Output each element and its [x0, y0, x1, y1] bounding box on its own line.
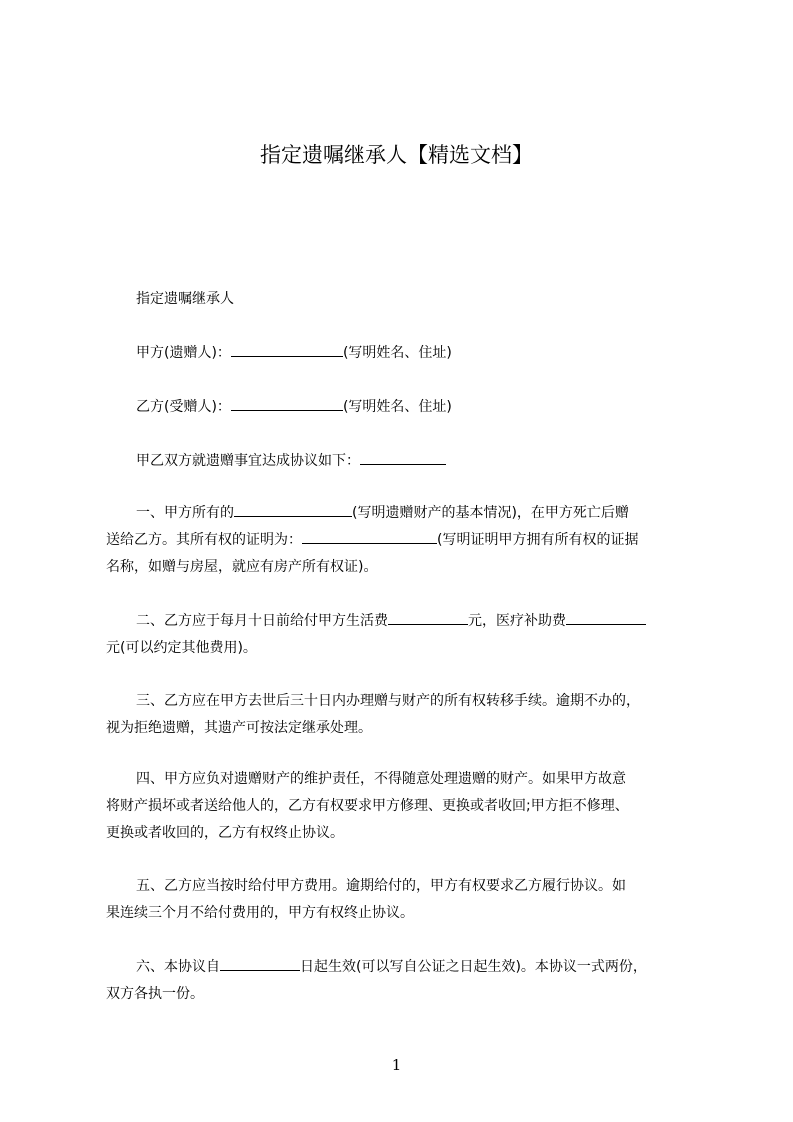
- clause-4-line-1: 四、甲方应负对遗赠财产的维护责任，不得随意处理遗赠的财产。如果甲方故意: [136, 771, 626, 787]
- paragraph-clause-3: [106, 688, 706, 742]
- clause-2-living-blank: [388, 610, 468, 625]
- clause-2-line-1: [106, 608, 706, 635]
- party-b-suffix: (写明姓名、住址): [342, 399, 452, 415]
- paragraph-clause-2: [106, 608, 706, 662]
- clause-6-text-a: 六、本协议自: [136, 959, 220, 975]
- clause-4-line-2: 将财产损坏或者送给他人的，乙方有权要求甲方修理、更换或者收回;甲方拒不修理、: [106, 798, 629, 814]
- clause-1-text-b: (写明遗赠财产的基本情况)，在甲方死亡后赠: [352, 505, 629, 521]
- clause-2-text-b: 元，医疗补助费: [468, 613, 566, 629]
- clause-1-text-d: (写明证明甲方拥有所有权的证据: [437, 532, 639, 548]
- paragraph-clause-4: [106, 766, 706, 847]
- clause-1-line-2: [106, 527, 706, 554]
- paragraph-agreement-intro: [106, 448, 706, 475]
- clause-5-line-1: 五、乙方应当按时给付甲方费用。逾期给付的，甲方有权要求乙方履行协议。如: [136, 878, 626, 894]
- clause-3-line-2: 视为拒绝遗赠，其遗产可按法定继承处理。: [106, 720, 372, 736]
- party-a-blank: [231, 342, 343, 357]
- heading-text: 指定遗嘱继承人: [136, 291, 234, 307]
- clause-1-text-a: 一、甲方所有的: [136, 505, 234, 521]
- party-a-prefix: 甲方(遗赠人)：: [136, 345, 231, 361]
- party-a-line: [106, 340, 706, 367]
- clause-4-line-3: 更换或者收回的，乙方有权终止协议。: [106, 825, 344, 841]
- paragraph-party-b: [106, 394, 706, 421]
- clause-3-line-1: 三、乙方应在甲方去世后三十日内办理赠与财产的所有权转移手续。逾期不办的，: [136, 693, 640, 709]
- clause-1-text-c: 送给乙方。其所有权的证明为：: [106, 532, 302, 548]
- clause-5-line-2: 果连续三个月不给付费用的，甲方有权终止协议。: [106, 905, 414, 921]
- clause-2-medical-blank: [566, 610, 646, 625]
- clause-1-line-3: 名称，如赠与房屋，就应有房产所有权证)。: [106, 559, 378, 575]
- paragraph-party-a: [106, 340, 706, 367]
- document-title: 指定遗嘱继承人【精选文档】: [260, 143, 533, 167]
- clause-1-proof-blank: [302, 529, 437, 544]
- party-b-prefix: 乙方(受赠人)：: [136, 399, 231, 415]
- party-b-blank: [231, 396, 343, 411]
- party-a-suffix: (写明姓名、住址): [342, 345, 452, 361]
- clause-2-line-2: 元(可以约定其他费用)。: [106, 640, 257, 656]
- paragraph-clause-1: [106, 500, 706, 581]
- agreement-intro-blank: [360, 450, 446, 465]
- clause-6-line-1: [106, 954, 706, 981]
- clause-6-text-b: 日起生效(可以写自公证之日起生效)。本协议一式两份，: [300, 959, 647, 975]
- party-b-line: [106, 394, 706, 421]
- clause-1-line-1: [106, 500, 706, 527]
- agreement-intro-text: 甲乙双方就遗赠事宜达成协议如下：: [136, 453, 360, 469]
- clause-6-line-2: 双方各执一份。: [106, 986, 204, 1002]
- clause-2-text-a: 二、乙方应于每月十日前给付甲方生活费: [136, 613, 388, 629]
- paragraph-heading: [106, 286, 706, 313]
- clause-1-property-blank: [234, 502, 352, 517]
- clause-6-date-blank: [220, 956, 300, 971]
- paragraph-clause-6: [106, 954, 706, 1008]
- page-number: 1: [391, 1056, 402, 1074]
- agreement-intro-line: [106, 448, 706, 475]
- paragraph-clause-5: [106, 873, 706, 927]
